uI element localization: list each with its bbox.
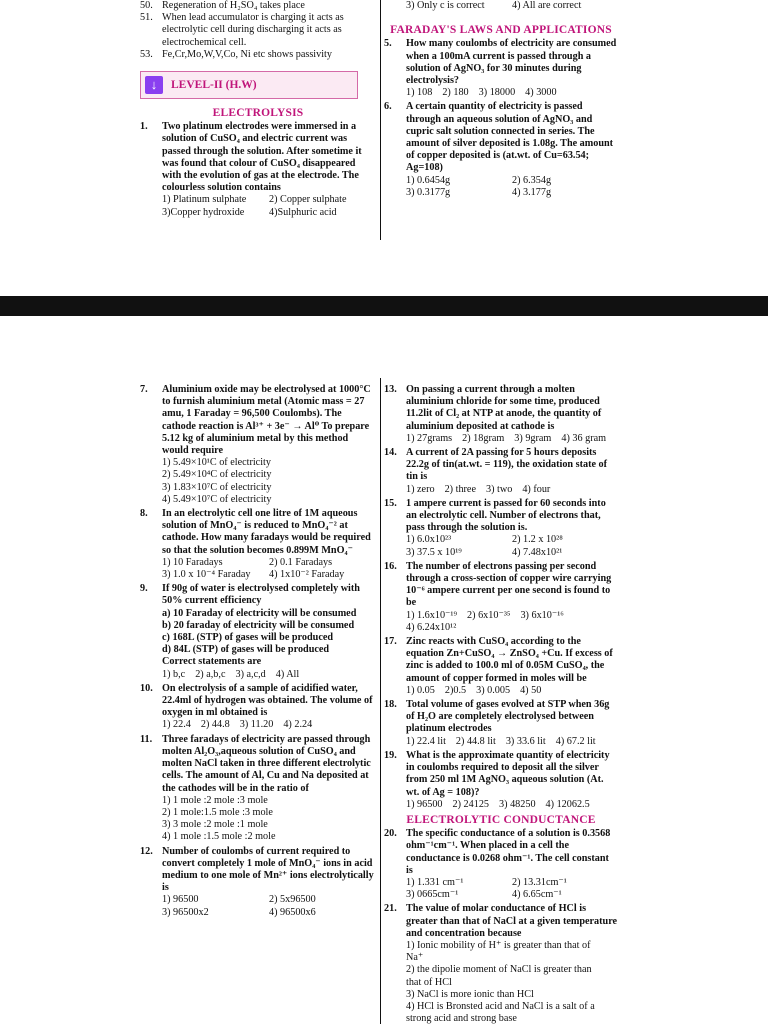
question-number: 14. (384, 447, 397, 459)
option: 4) 3.177g (512, 186, 552, 198)
option: 1) 1 mole :2 mole :3 mole (162, 794, 268, 806)
top-left-column (140, 0, 376, 219)
option: 4)Sulphuric acid (269, 206, 337, 218)
option: 1) 1.331 cm⁻¹ (406, 876, 464, 888)
option: 3) 18000 (478, 87, 516, 99)
options (384, 799, 618, 811)
question-number: 18. (384, 699, 397, 711)
top-right-column (384, 0, 618, 199)
item-number: 53. (140, 48, 153, 60)
question-21 (384, 903, 618, 1024)
question-text: The number of electrons passing per second through a cross-section of copper wire carrying 10⁻⁶ ampere current per one second is found to be (406, 560, 612, 609)
question-head (140, 683, 376, 720)
question-number: 17. (384, 636, 397, 648)
option: 2) 44.8 (200, 719, 230, 731)
option: 3) 3 mole :2 mole :1 mole (162, 819, 268, 831)
option: 3) 0.3177g (406, 186, 451, 198)
option: 4) four (522, 483, 551, 495)
options (140, 719, 376, 731)
question-head (140, 846, 376, 895)
question-9 (140, 583, 376, 681)
page-separator-bar (0, 296, 768, 316)
option: 4) 7.48x10²¹ (512, 546, 563, 558)
option: 2) a,b,c (195, 668, 226, 680)
options (384, 534, 618, 558)
option: 2) 13.31cm⁻¹ (512, 876, 567, 888)
option: 2) three (444, 483, 476, 495)
statement: b) 20 faraday of electricity will be consumed (162, 619, 355, 631)
column-divider (380, 378, 381, 1024)
option: 4) All (275, 668, 300, 680)
question-6 (384, 101, 618, 199)
option: 1) Ionic mobility of H⁺ is greater than that of Na⁺ (406, 939, 591, 964)
option: 1) 5.49×10¹C of electricity (162, 457, 271, 469)
options (384, 484, 618, 496)
question-number: 20. (384, 828, 397, 840)
option: 1) Platinum sulphate (162, 194, 247, 206)
question-16 (384, 561, 618, 634)
question-text: Total volume of gases evolved at STP when 36g of H₂O are completely electrolysed between platinum electrodes (406, 699, 610, 735)
option: 4) 6.24x10¹² (406, 621, 457, 633)
question-14 (384, 447, 618, 496)
question-1 (140, 121, 376, 219)
item-text: Fe,Cr,Mo,W,V,Co, Ni etc shows passivity (162, 48, 332, 60)
question-number: 7. (140, 384, 148, 395)
option: 1) 0.6454g (406, 174, 451, 186)
option: 4) 3000 (525, 87, 557, 99)
question-head (384, 828, 618, 877)
options (384, 685, 618, 697)
column-divider (380, 0, 381, 240)
option: 3) NaCl is more ionic than HCl (406, 988, 534, 1000)
level-title: LEVEL-II (H.W) (171, 78, 257, 91)
question-number: 21. (384, 903, 397, 915)
question-text: In an electrolytic cell one litre of 1M aqueous solution of MnO₄⁻ is reduced to MnO₄⁻² at cathode. How many faradays would be required so that the solution becomes 0.899M MnO₄⁻ (162, 508, 371, 556)
option: 4) 1x10⁻² Faraday (269, 569, 345, 581)
section-title: ELECTROLYSIS (212, 107, 304, 120)
option: 1) 10 Faradays (162, 556, 223, 568)
statement: a) 10 Faraday of electricity will be consumed (162, 607, 357, 619)
list-item (140, 49, 376, 61)
option: 1) 0.05 (406, 684, 435, 696)
options (384, 736, 618, 748)
option: 2) 6.354g (512, 174, 552, 186)
question-20 (384, 828, 618, 901)
option: 1) 96500 (406, 798, 443, 810)
option: 3) two (485, 483, 513, 495)
item-number: 51. (140, 12, 153, 24)
question-5 (384, 38, 618, 99)
list-item (140, 12, 376, 49)
top-sheet (0, 0, 768, 240)
question-number: 16. (384, 560, 397, 572)
question-text: How many coulombs of electricity are consumed when a 100mA current is passed through a solution of AgNO₃ for 30 minutes during electrolysis? (406, 38, 617, 87)
option: 3)Copper hydroxide (162, 206, 245, 218)
option: 3) 1.83×10⁷C of electricity (162, 481, 272, 493)
statement: Correct statements are (162, 656, 262, 668)
question-text: Two platinum electrodes were immersed in a solution of CuSO₄ and electric current was passed through the solution. After sometime it was found that colour of CuSO₄ disappeared with the evolution of gas at the electrode. The colourless solution contains (162, 121, 362, 194)
question-18 (384, 699, 618, 748)
question-text: 1 ampere current is passed for 60 seconds into an electrolytic cell. Number of electrons that, pass through the solution is. (406, 497, 606, 534)
options (384, 87, 618, 99)
question-text: Aluminium oxide may be electrolysed at 1000°C to furnish aluminium metal (Atomic mass = 27 amu, 1 Faraday = 96,500 Coulombs). The cathode reaction is Al³⁺ + 3e⁻ → Al⁰ To prepare 5.12 kg of aluminium metal by this method would require (162, 384, 371, 457)
question-head (140, 384, 376, 457)
question-head (384, 636, 618, 685)
question-head (384, 750, 618, 799)
options (140, 894, 376, 918)
question-text: The specific conductance of a solution is 0.3568 ohm⁻¹cm⁻¹. When placed in a cell the conductance is 0.0268 ohm⁻¹. The cell constant is (406, 828, 611, 876)
list-item (140, 0, 376, 12)
option: 2) 1.2 x 10²⁸ (512, 534, 563, 546)
question-number: 5. (384, 38, 392, 50)
statement: c) 168L (STP) of gases will be produced (162, 632, 334, 644)
question-text: A certain quantity of electricity is passed through an aqueous solution of AgNO₃ and cupric salt solution connected in series. The amount of silver deposited is 1.08g. The amount of copper deposited is (at.wt. of Cu=63.54; Ag=108) (406, 101, 614, 174)
question-8 (140, 508, 376, 581)
question-10 (140, 683, 376, 732)
question-text: The value of molar conductance of HCl is greater than that of NaCl at a given temperature and concentration because (406, 903, 618, 939)
option: 3) 6x10⁻¹⁶ (520, 609, 564, 621)
item-text: Regeneration of H₂SO₄ takes place (162, 0, 305, 11)
option: 2) 44.8 lit (455, 735, 496, 747)
question-head (384, 498, 618, 535)
question-number: 15. (384, 497, 397, 509)
options (140, 795, 376, 844)
option: 4) 36 gram (561, 432, 607, 444)
option: 3) 0.005 (476, 684, 511, 696)
options (140, 557, 376, 581)
question-17 (384, 636, 618, 697)
option: 3) 96500x2 (162, 906, 209, 918)
option: 3) 37.5 x 10¹⁹ (406, 546, 462, 558)
question-head (384, 903, 618, 940)
option: 2)0.5 (444, 684, 467, 696)
option: 1) zero (406, 483, 435, 495)
question-number: 12. (140, 845, 153, 857)
option: 1) 108 (406, 87, 433, 99)
question-11 (140, 734, 376, 844)
options (384, 940, 618, 1024)
statement: d) 84L (STP) of gases will be produced (162, 644, 330, 656)
option: 3) 1.0 x 10⁻⁴ Faraday (162, 569, 251, 581)
question-text: On electrolysis of a sample of acidified water, 22.4ml of hydrogen was obtained. The volume of oxygen in ml obtained is (162, 682, 373, 719)
option: 2) the dipolie moment of NaCl is greater than that of HCl (406, 964, 592, 988)
option: 1) b,c (162, 668, 186, 680)
option: 3) 9gram (514, 432, 552, 444)
question-text: Number of coulombs of current required to convert completely 1 mole of MnO₄⁻ ions in acid medium to one mole of Mn²⁺ ions electrolytically is (162, 845, 374, 894)
options (140, 194, 376, 218)
option: 4) 5.49×10⁷C of electricity (162, 493, 272, 505)
question-text: What is the approximate quantity of electricity in coulombs required to deposit all the silver from 250 ml 1M AgNO₃ aqueous solution (At. wt. of Ag = 108)? (406, 749, 610, 798)
option: 1) 27grams (406, 432, 453, 444)
option: 2) 5x96500 (269, 894, 316, 906)
option: 1) 22.4 (162, 719, 191, 731)
option: 4) 12062.5 (545, 798, 590, 810)
section-title: FARADAY'S LAWS AND APPLICATIONS (390, 24, 612, 37)
question-text: Three faradays of electricity are passed through molten Al₂O₃,aqueous solution of CuSO₄ and molten NaCl taken in three different electrolytic cells. The amount of Al, Cu and Na deposited at the cathodes will be in the ratio of (162, 733, 371, 794)
bottom-right-column (384, 382, 618, 1024)
option: 2) 6x10⁻³⁵ (467, 609, 511, 621)
question-head (140, 583, 376, 607)
option: 4) 6.65cm⁻¹ (512, 889, 562, 901)
bottom-sheet (0, 316, 768, 1024)
option: 4) 2.24 (283, 719, 313, 731)
option: 3) Only c is correct (406, 0, 485, 11)
question-number: 8. (140, 508, 148, 520)
options (384, 0, 618, 12)
question-number: 10. (140, 682, 153, 694)
option: 2) Copper sulphate (269, 194, 347, 206)
level-banner (140, 71, 358, 99)
option: 2) 0.1 Faradays (269, 556, 333, 568)
option: 2) 24125 (452, 798, 490, 810)
question-head (140, 734, 376, 795)
question-text: A current of 2A passing for 5 hours deposits 22.2g of tin(at.wt. = 119), the oxidation state of tin is (406, 447, 608, 483)
question-19 (384, 750, 618, 811)
option: 1) 22.4 lit (406, 735, 446, 747)
item-number: 50. (140, 0, 153, 11)
options (140, 669, 376, 681)
option: 3) 48250 (499, 798, 536, 810)
question-text: On passing a current through a molten aluminium chloride for some time, produced 11.2lit of Cl₂ at NTP at anode, the quantity of aluminium deposited at cathode is (406, 384, 602, 432)
question-13 (384, 384, 618, 445)
item-text: When lead accumulator is charging it acts as electrolytic cell during discharging it acts as electrochemical cell. (162, 12, 344, 48)
option: 4) 1 mole :1.5 mole :2 mole (162, 831, 276, 843)
down-arrow-icon: ↓ (145, 76, 163, 94)
option: 4) 96500x6 (269, 906, 316, 918)
question-head (384, 699, 618, 736)
option: 1) 1.6x10⁻¹⁹ (406, 609, 458, 621)
question-7 (140, 384, 376, 506)
question-number: 19. (384, 749, 397, 761)
option: 2) 18gram (462, 432, 505, 444)
question-number: 6. (384, 101, 392, 113)
question-number: 11. (140, 733, 153, 745)
option: 2) 1 mole:1.5 mole :3 mole (162, 806, 273, 818)
question-head (384, 447, 618, 484)
question-number: 13. (384, 384, 397, 395)
question-15 (384, 498, 618, 559)
options (140, 457, 376, 506)
question-number: 9. (140, 583, 148, 595)
option: 4) HCl is Bronsted acid and NaCl is a salt of a strong acid and strong base (406, 1000, 595, 1024)
option: 4) 67.2 lit (555, 735, 596, 747)
question-head (384, 561, 618, 610)
question-text: Zinc reacts with CuSO₄ according to the equation Zn+CuSO₄ → ZnSO₄ +Cu. If excess of zinc is added to 100.0 ml of 0.05M CuSO₄, the amount of copper formed in moles will be (406, 636, 613, 684)
question-head (384, 384, 618, 433)
section-title: ELECTROLYTIC CONDUCTANCE (406, 813, 596, 826)
option: 4) All are correct (512, 0, 582, 11)
statements (140, 608, 376, 669)
options (384, 433, 618, 445)
option: 1) 96500 (162, 894, 199, 906)
option: 2) 5.49×10⁴C of electricity (162, 469, 272, 481)
question-head (140, 508, 376, 557)
option: 3) 11.20 (239, 719, 274, 731)
options (384, 175, 618, 199)
options (384, 877, 618, 901)
option: 3) a,c,d (235, 668, 266, 680)
option: 3) 33.6 lit (505, 735, 546, 747)
option: 2) 180 (442, 87, 469, 99)
option: 1) 6.0x10²³ (406, 534, 452, 546)
question-text: If 90g of water is electrolysed completely with 50% current efficiency (162, 583, 360, 607)
options (384, 610, 618, 634)
question-number: 1. (140, 121, 148, 133)
question-12 (140, 846, 376, 919)
bottom-left-column (140, 382, 376, 919)
option: 4) 50 (520, 684, 542, 696)
option: 3) 0665cm⁻¹ (406, 889, 459, 901)
